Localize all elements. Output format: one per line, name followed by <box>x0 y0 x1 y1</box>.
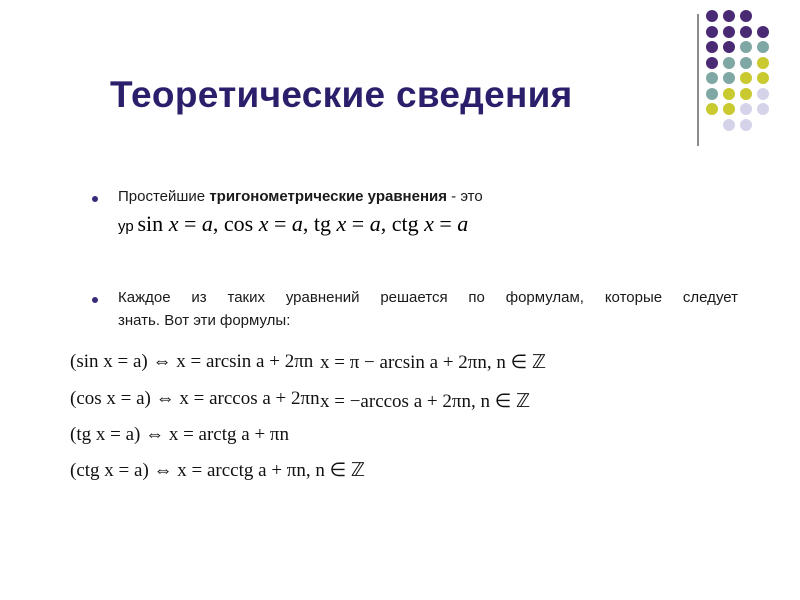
formula-tg: (tg x = a) ⇔ x = arctg a + πn <box>70 424 290 445</box>
bullet-1-prefix: Простейшие <box>118 188 210 205</box>
decorative-dot <box>757 41 769 53</box>
decorative-dot <box>740 103 752 115</box>
decorative-dot <box>757 103 769 115</box>
decorative-dot <box>723 10 735 22</box>
decorative-vertical-line <box>697 14 699 146</box>
decorative-dot <box>757 26 769 38</box>
decorative-dot <box>723 103 735 115</box>
eq-cos: cos x = a, <box>223 211 314 236</box>
formula-sin-alt: x = π − arcsin a + 2πn, n ∈ ℤ <box>320 352 547 373</box>
decorative-dot <box>757 72 769 84</box>
decorative-dot <box>723 26 735 38</box>
bullet-2-line-1: Каждое из таких уравнений решается по формулам, которые следует <box>118 289 738 306</box>
bullet-dot-2 <box>92 297 98 303</box>
formula-cos: (cos x = a) ⇔ x = arccos a + 2πn <box>70 388 320 409</box>
decorative-dot <box>740 119 752 131</box>
formula-ctg: (ctg x = a) ⇔ x = arcctg a + πn, n ∈ ℤ <box>70 460 366 481</box>
decorative-dot <box>723 57 735 69</box>
decorative-dot <box>706 26 718 38</box>
slide-title: Теоретические сведения <box>110 74 573 115</box>
decorative-dot <box>723 88 735 100</box>
decorative-dot <box>706 88 718 100</box>
eq-tg: tg x = a, <box>313 211 392 236</box>
bullet-1-bold-term: тригонометрические уравнения <box>209 188 447 205</box>
decorative-dot <box>740 88 752 100</box>
decorative-dot <box>706 72 718 84</box>
decorative-dot <box>706 41 718 53</box>
decorative-dot <box>740 10 752 22</box>
eq-ctg: ctg x = a <box>391 211 469 236</box>
decorative-dot <box>740 57 752 69</box>
decorative-dot <box>740 72 752 84</box>
bullet-1-text <box>118 185 483 208</box>
formula-sin: (sin x = a) ⇔ x = arcsin a + 2πn <box>70 351 314 372</box>
eq-sin: sin x = a, <box>137 211 224 236</box>
basic-equations <box>132 211 468 236</box>
bullet-dot-1 <box>92 196 98 202</box>
formula-cos-alt: x = −arccos a + 2πn, n ∈ ℤ <box>320 391 531 412</box>
decorative-dot-grid <box>706 10 784 130</box>
decorative-dot <box>706 103 718 115</box>
decorative-dot <box>740 26 752 38</box>
bullet-1-suffix: - это <box>447 188 483 205</box>
decorative-dot <box>723 72 735 84</box>
decorative-dot <box>740 41 752 53</box>
decorative-dot <box>706 10 718 22</box>
bullet-2-line-2: знать. Вот эти формулы: <box>118 312 291 329</box>
decorative-dot <box>706 57 718 69</box>
decorative-dot <box>723 41 735 53</box>
decorative-dot <box>757 57 769 69</box>
basic-equations-line <box>118 211 468 237</box>
cut-word: ур <box>118 218 134 235</box>
decorative-dot <box>723 119 735 131</box>
decorative-dot <box>757 88 769 100</box>
